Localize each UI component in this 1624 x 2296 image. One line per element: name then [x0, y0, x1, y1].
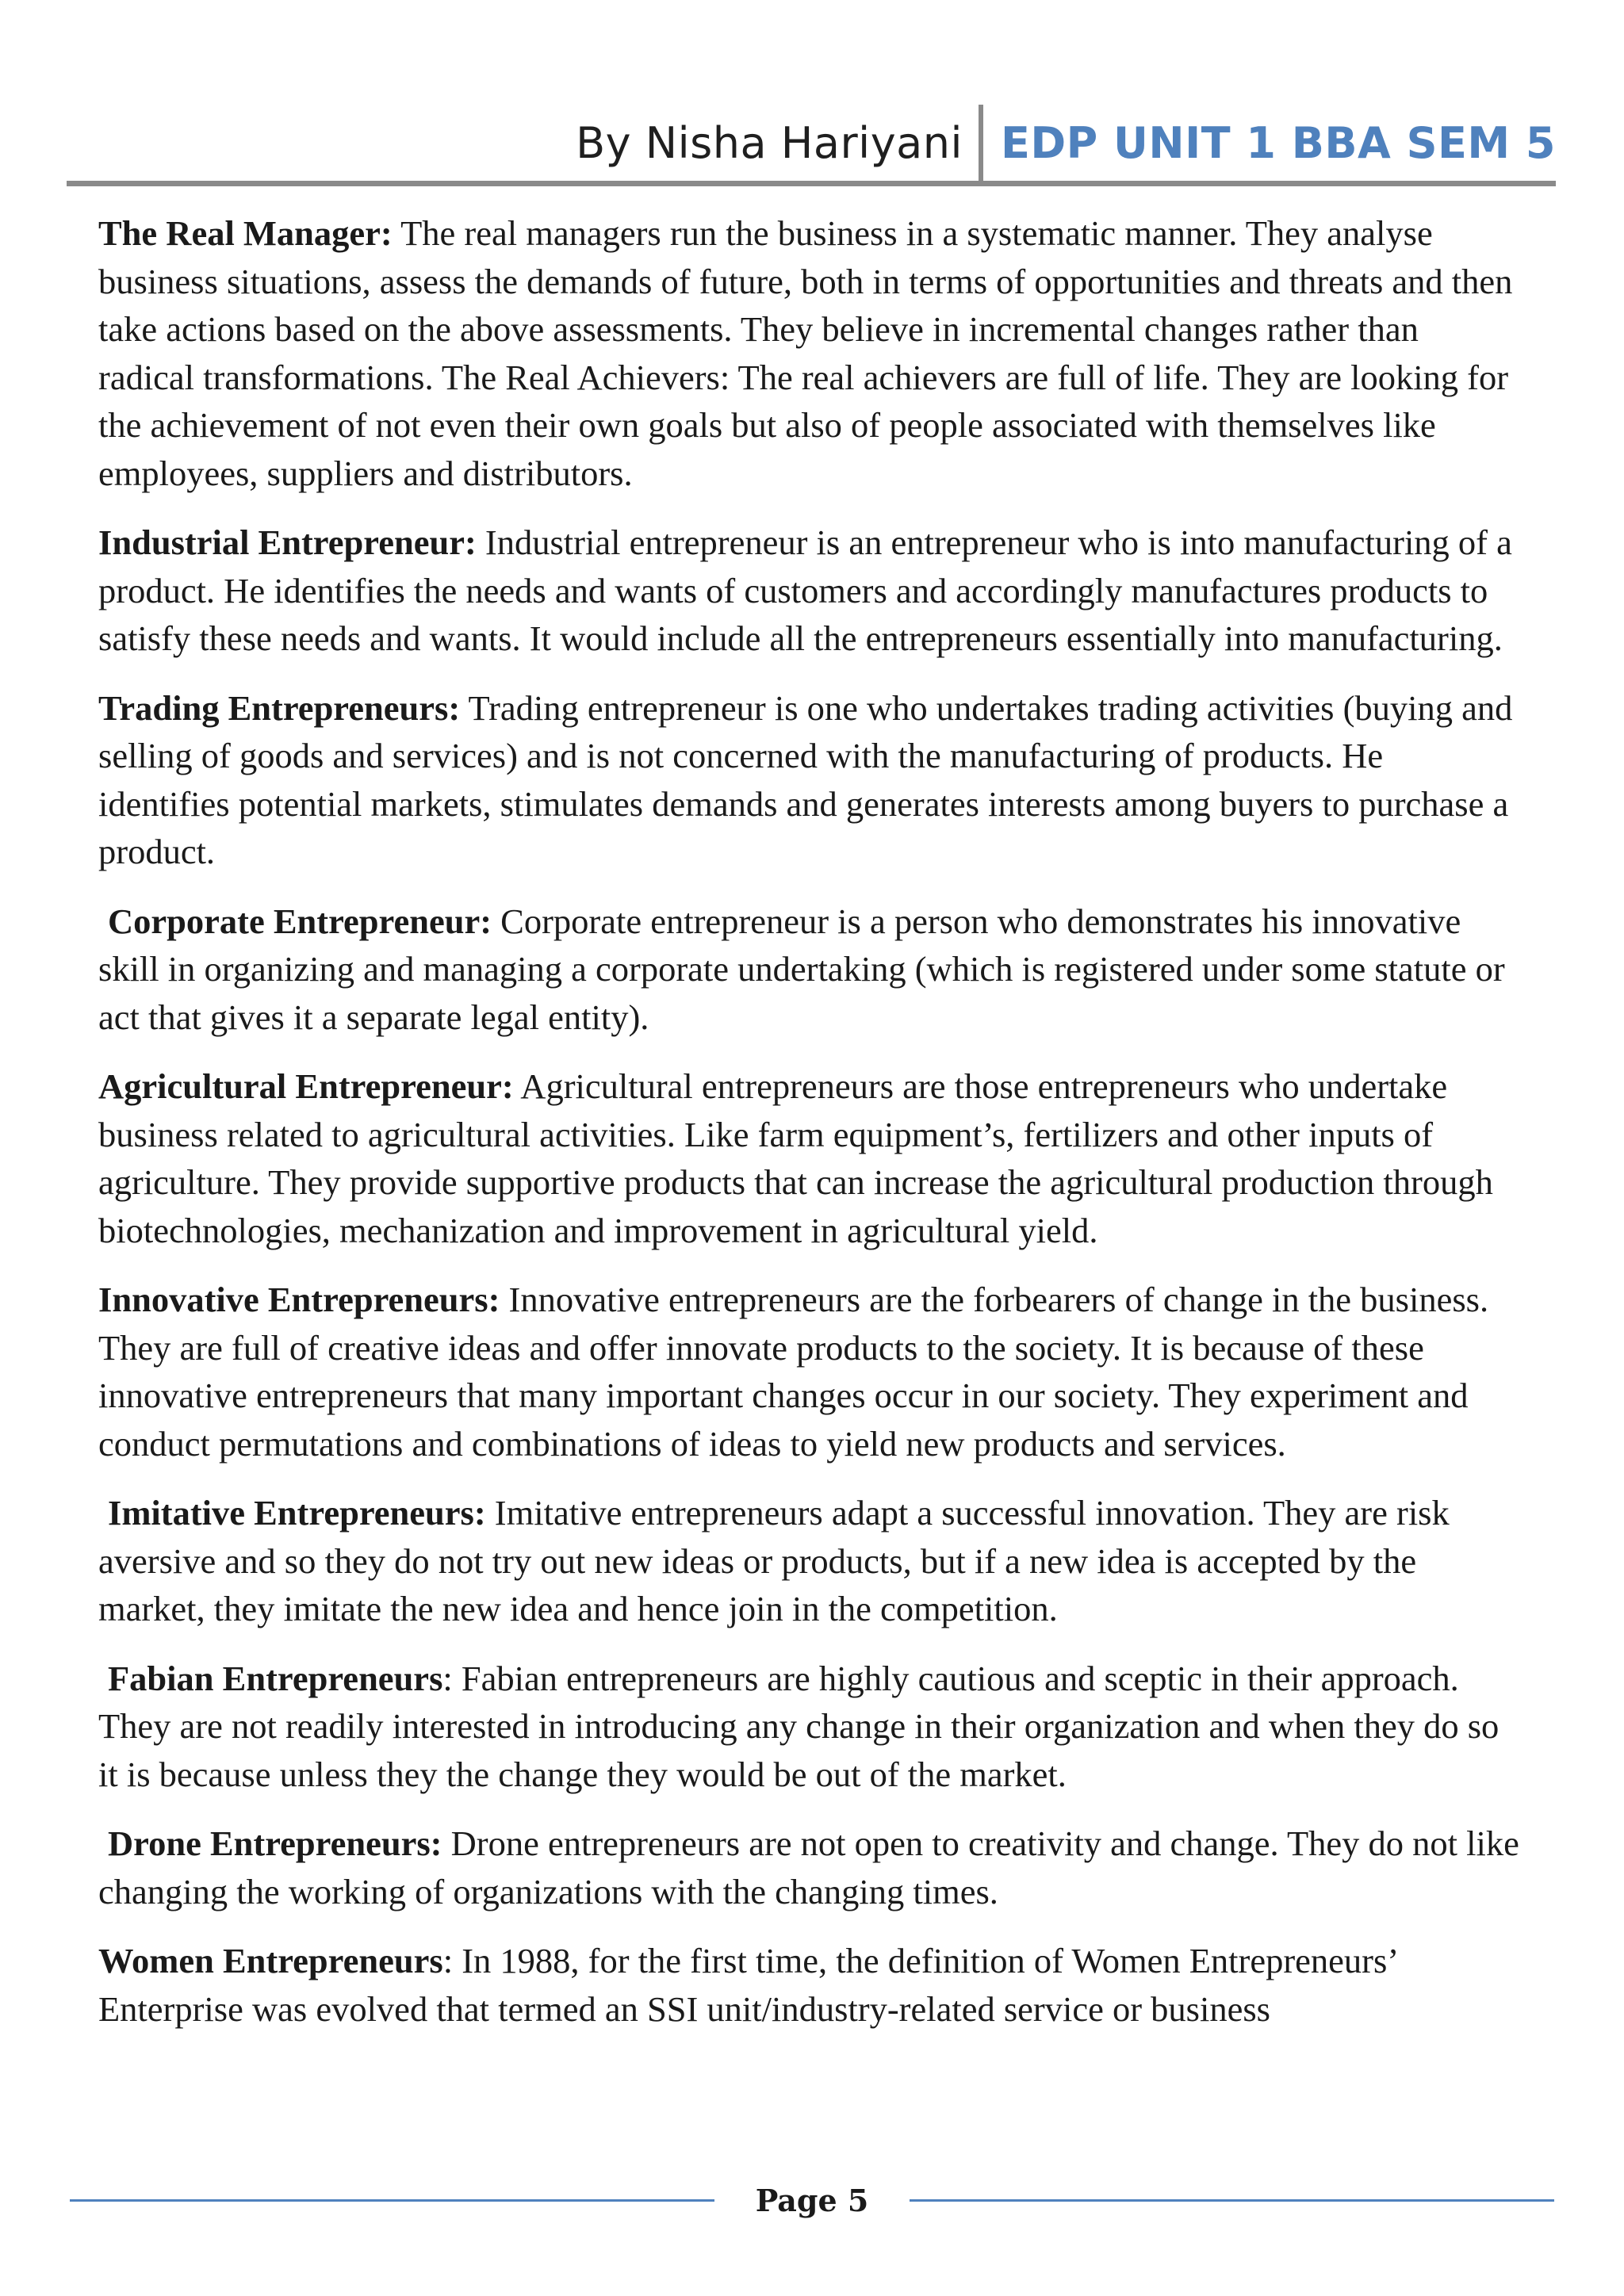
section-term: Industrial Entrepreneur: [98, 522, 477, 562]
section-imitative-entrepreneurs [98, 1489, 1521, 1633]
section-agricultural-entrepreneur [98, 1062, 1521, 1254]
section-text: Innovative entrepreneurs are the forbearers of change in the business. They are full of creative ideas and offer innovate products to the society. It is because of these innovative entrepreneurs that many important changes occur in our society. They experiment and conduct permutations and combinations of ideas to yield new products and services. [98, 1280, 1489, 1464]
page-footer [70, 2184, 1554, 2216]
section-term: Corporate Entrepreneur: [108, 901, 492, 941]
page-number: Page 5 [755, 2182, 869, 2218]
section-text: Imitative entrepreneurs adapt a successful innovation. They are risk aversive and so they do not try out new ideas or products, but if a new idea is accepted by the market, they imitate the new idea and hence join in the competition. [98, 1493, 1450, 1628]
section-term: Fabian Entrepreneurs [108, 1658, 443, 1698]
section-term: Innovative Entrepreneurs: [98, 1280, 500, 1319]
section-text: : In 1988, for the first time, the definition of Women Entrepreneurs’ Enterprise was evolved that termed an SSI unit/industry-related service or business [98, 1941, 1396, 2029]
section-term: Trading Entrepreneurs: [98, 687, 461, 728]
section-innovative-entrepreneurs [98, 1276, 1521, 1468]
section-term: Drone Entrepreneurs: [108, 1823, 442, 1863]
section-text: Drone entrepreneurs are not open to creativity and change. They do not like changing the working of organizations with the changing times. [98, 1823, 1519, 1911]
section-text: Agricultural entrepreneurs are those entrepreneurs who undertake business related to agricultural activities. Like farm equipment’s, fertilizers and other inputs of agriculture. They provide supportive products that can increase the agricultural production through biotechnologies, mechanization and improvement in agricultural yield. [98, 1066, 1493, 1250]
section-drone-entrepreneurs [98, 1820, 1521, 1915]
section-text: Industrial entrepreneur is an entrepreneur who is into manufacturing of a product. He identifies the needs and wants of customers and accordingly manufactures products to satisfy these needs and wants. It would include all the entrepreneurs essentially into manufacturing. [98, 522, 1512, 658]
section-text: Corporate entrepreneur is a person who demonstrates his innovative skill in organizing and managing a corporate undertaking (which is registered under some statute or act that gives it a separate legal entity). [98, 901, 1505, 1037]
section-industrial-entrepreneur [98, 519, 1521, 663]
header-inner [576, 105, 1556, 181]
section-term: The Real Manager: [98, 213, 393, 253]
document-title: EDP UNIT 1 BBA SEM 5 [1000, 117, 1556, 168]
section-women-entrepreneurs [98, 1937, 1521, 2033]
footer-rule-right [910, 2199, 1554, 2202]
section-text: Trading entrepreneur is one who undertakes trading activities (buying and selling of goods and services) and is not concerned with the manufacturing of products. He identifies potential markets, stimulates demands and generates interests among buyers to purchase a product. [98, 687, 1513, 871]
section-text: The real managers run the business in a systematic manner. They analyse business situations, assess the demands of future, both in terms of opportunities and threats and then take actions based on the above assessments. They believe in incremental changes rather than radical transformations. The Real Achievers: The real achievers are full of life. They are looking for the achievement of not even their own goals but also of people associated with themselves like employees, suppliers and distributors. [98, 213, 1513, 493]
section-text: : Fabian entrepreneurs are highly cautious and sceptic in their approach. They are not readily interested in introducing any change in their organization and when they do so it is because unless they the change they would be out of the market. [98, 1658, 1500, 1794]
footer-rule-left [70, 2199, 714, 2202]
page-body [98, 209, 1521, 2054]
section-trading-entrepreneurs [98, 684, 1521, 876]
section-term: Imitative Entrepreneurs: [108, 1493, 486, 1533]
section-term: Women Entrepreneurs [98, 1941, 443, 1980]
section-corporate-entrepreneur [98, 897, 1521, 1042]
section-fabian-entrepreneurs [98, 1655, 1521, 1799]
section-real-manager [98, 209, 1521, 497]
page-header [67, 94, 1556, 186]
section-term: Agricultural Entrepreneur: [98, 1066, 514, 1106]
author-name: By Nisha Hariyani [576, 117, 963, 168]
